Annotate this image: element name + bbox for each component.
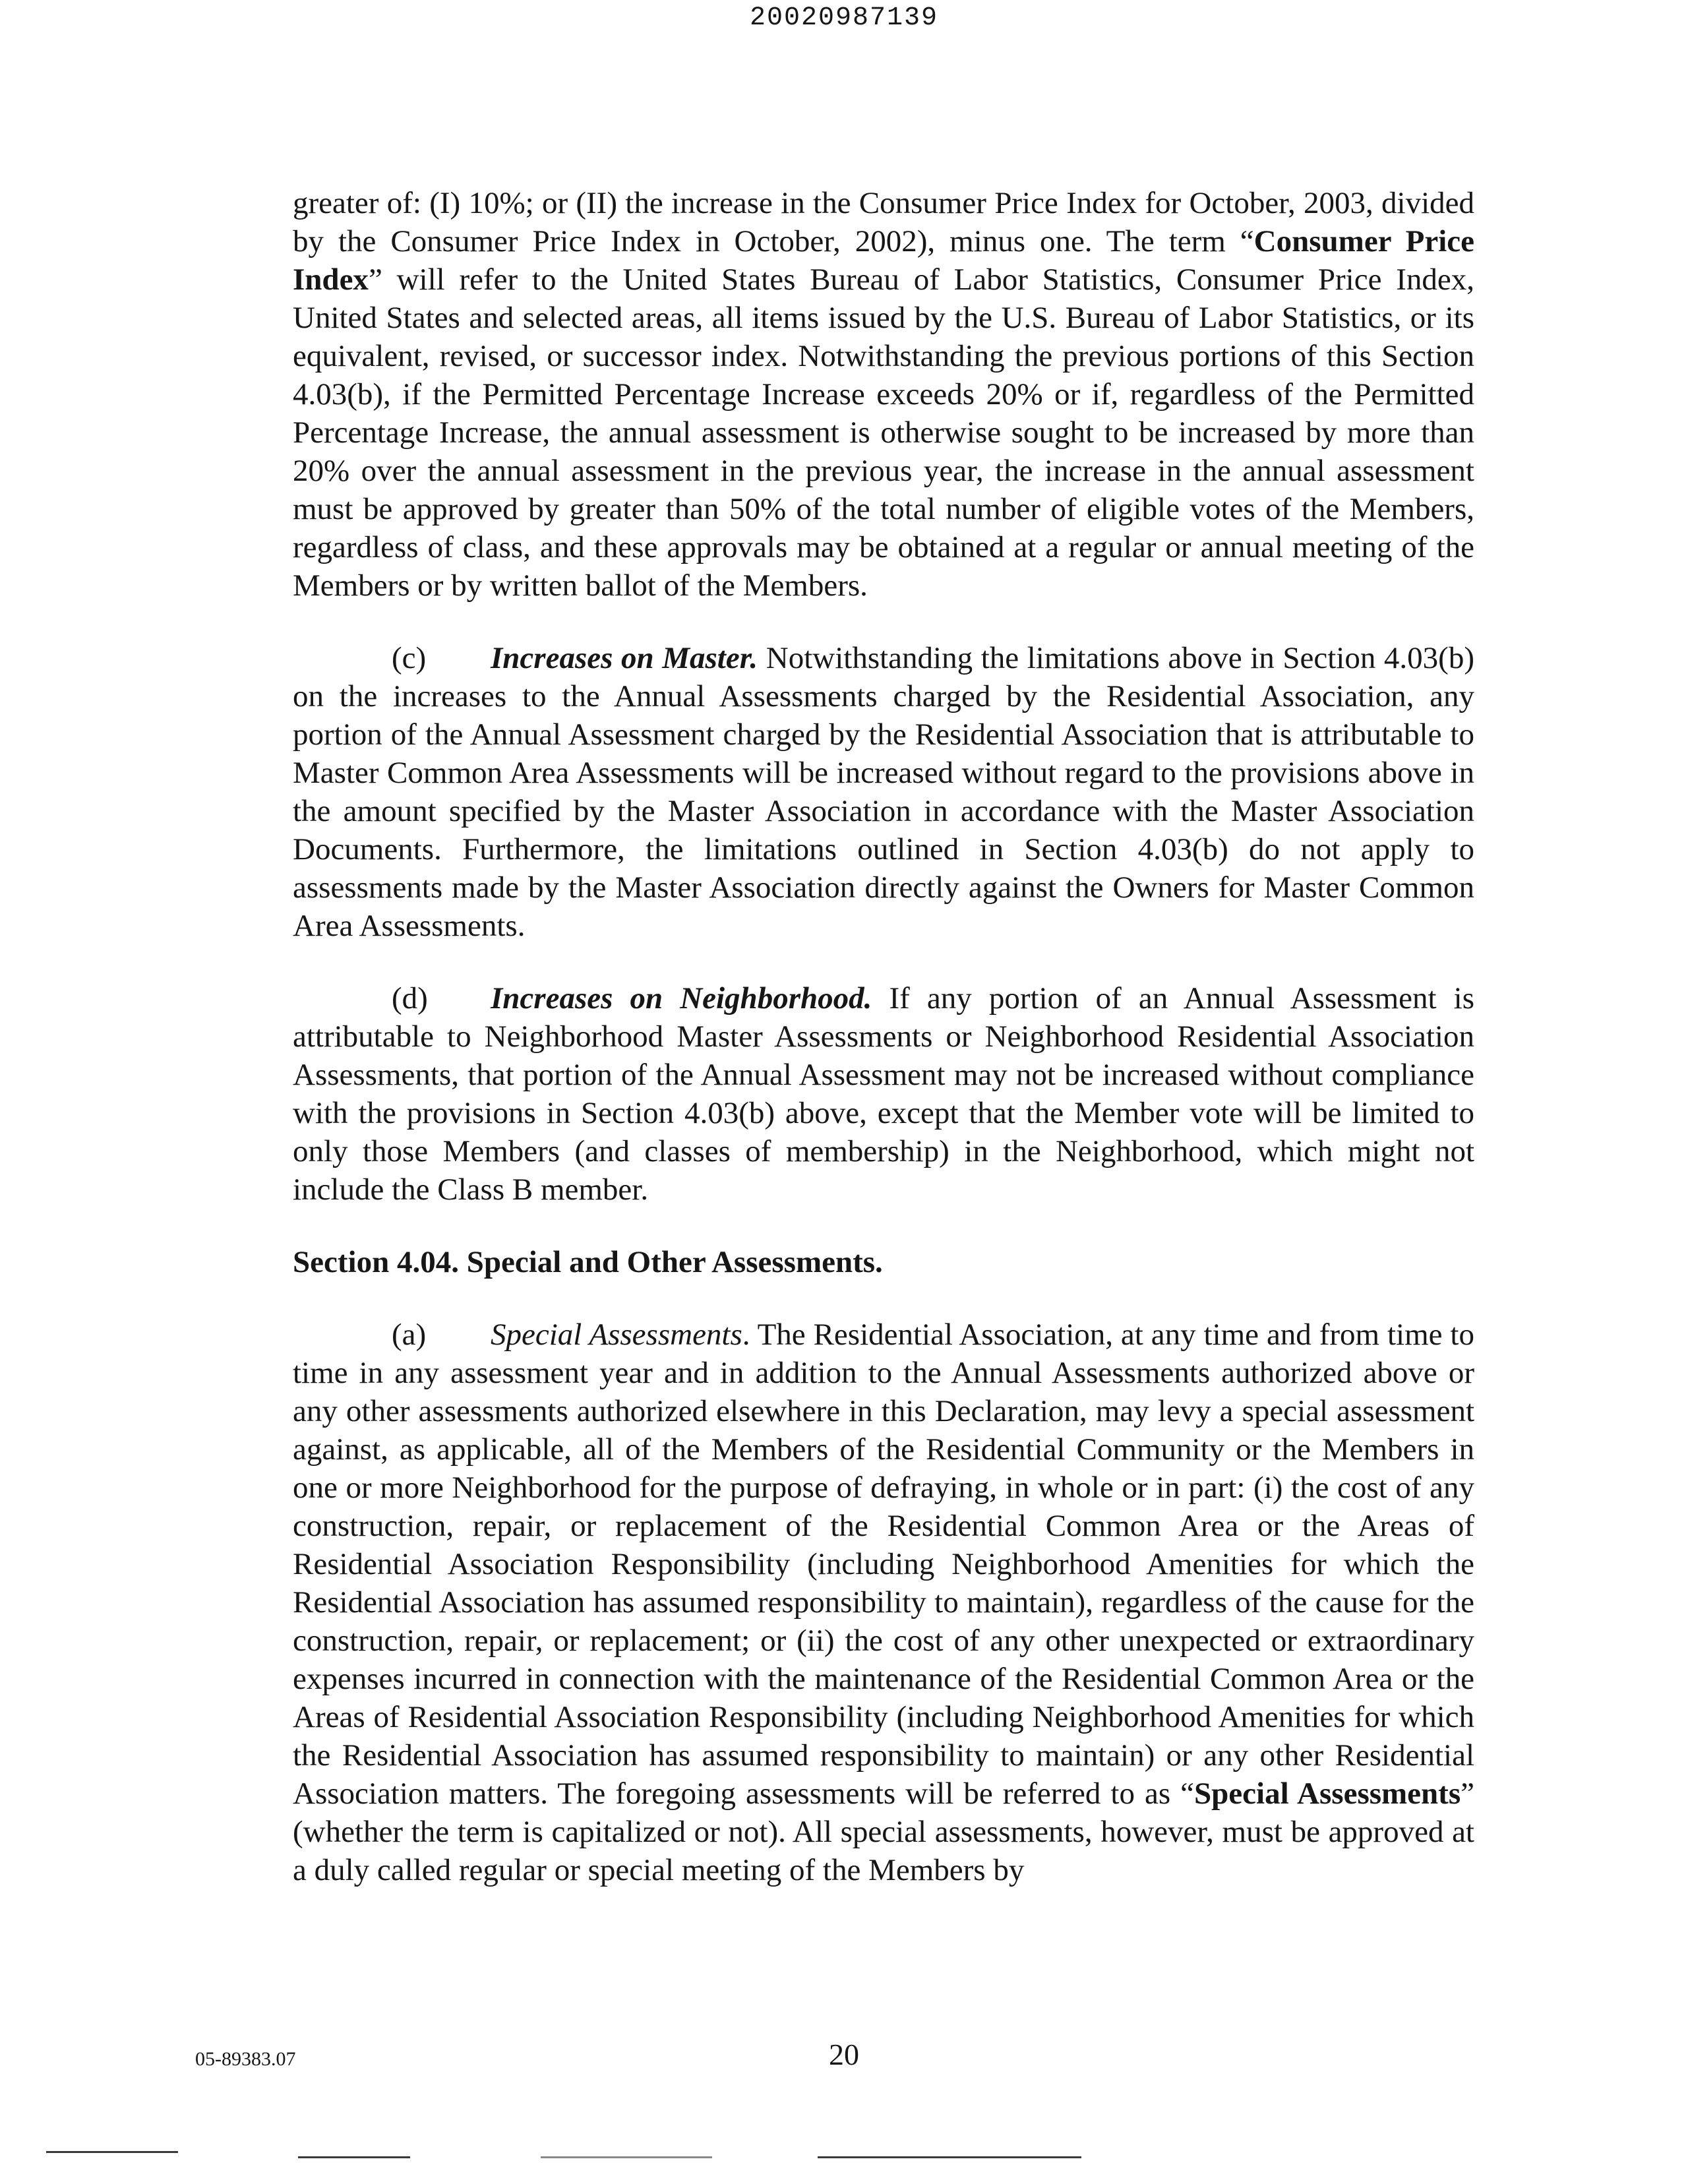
defined-term-consumer-price-index: Consumer Price Index <box>293 224 1475 297</box>
subsection-title-special-assessments: Special Assessments <box>491 1318 742 1352</box>
defined-term-special-assessments: Special Assessments <box>1194 1776 1461 1811</box>
subsection-letter-c: (c) <box>392 641 427 675</box>
subsection-title-increases-on-master: Increases on Master. <box>491 641 758 675</box>
scan-artifact-line <box>46 2151 178 2153</box>
paragraph-increases-on-master <box>293 639 1474 945</box>
paragraph-text: greater of: (I) 10%; or (II) the increase in the Consumer Price Index for October, 2003, divided by the Consumer Price Index in October, 2002), minus one. The term “ <box>293 186 1474 258</box>
paragraph-text: ” (whether the term is capitalized or not). All special assessments, however, must be approved at a duly called regular or special meeting of the Members by <box>293 1776 1474 1887</box>
paragraph-special-assessments <box>293 1316 1474 1889</box>
scan-artifact-line <box>541 2156 712 2158</box>
paragraph-increases-on-neighborhood <box>293 979 1474 1209</box>
document-body <box>293 184 1474 1924</box>
paragraph-text: . The Residential Association, at any time and from time to time in any assessment year and in addition to the Annual Assessments authorized above or any other assessments authorized elsewhere in this Declaration, may levy a special assessment against, as applicable, all of the Members of the Residential Community or the Members in one or more Neighborhood for the purpose of defraying, in whole or in part: (i) the cost of any construction, repair, or replacement of the Residential Common Area or the Areas of Residential Association Responsibility (including Neighborhood Amenities for which the Residential Association has assumed responsibility to maintain), regardless of the cause for the construction, repair, or replacement; or (ii) the cost of any other unexpected or extraordinary expenses incurred in connection with the maintenance of the Residential Common Area or the Areas of Residential Association Responsibility (including Neighborhood Amenities for which the Residential Association has assumed responsibility to maintain) or any other Residential Association matters. The foregoing assessments will be referred to as “ <box>293 1318 1474 1811</box>
scan-artifact-line <box>298 2156 410 2158</box>
scan-artifact-line <box>818 2156 1081 2158</box>
subsection-letter-a: (a) <box>392 1318 427 1352</box>
paragraph-text: Notwithstanding the limitations above in Section 4.03(b) on the increases to the Annual Assessments charged by the Residential Association, any portion of the Annual Assessment charged by the Residential Association that is attributable to Master Common Area Assessments will be increased without regard to the provisions above in the amount specified by the Master Association in accordance with the Master Association Documents. Furthermore, the limitations outlined in Section 4.03(b) do not apply to assessments made by the Master Association directly against the Owners for Master Common Area Assessments. <box>293 641 1474 943</box>
page-number: 20 <box>829 2038 859 2071</box>
subsection-title-increases-on-neighborhood: Increases on Neighborhood. <box>491 981 872 1016</box>
paragraph-text: ” will refer to the United States Bureau of Labor Statistics, Consumer Price Index, United States and selected areas, all items issued by the U.S. Bureau of Labor Statistics, or its equivalent, revised, or successor index. Notwithstanding the previous portions of this Section 4.03(b), if the Permitted Percentage Increase exceeds 20% or if, regardless of the Permitted Percentage Increase, the annual assessment is otherwise sought to be increased by more than 20% over the annual assessment in the previous year, the increase in the annual assessment must be approved by greater than 50% of the total number of eligible votes of the Members, regardless of class, and these approvals may be obtained at a regular or annual meeting of the Members or by written ballot of the Members. <box>293 262 1474 603</box>
subsection-letter-d: (d) <box>392 981 428 1016</box>
footer-document-code: 05-89383.07 <box>195 2048 296 2070</box>
paragraph-text: If any portion of an Annual Assessment is attributable to Neighborhood Master Assessments or Neighborhood Residential Association Assessments, that portion of the Annual Assessment may not be increased without compliance with the provisions in Section 4.03(b) above, except that the Member vote will be limited to only those Members (and classes of membership) in the Neighborhood, which might not include the Class B member. <box>293 981 1474 1207</box>
paragraph-consumer-price-index <box>293 184 1474 605</box>
section-heading-4-04: Section 4.04. Special and Other Assessments. <box>293 1245 883 1279</box>
document-id: 20020987139 <box>749 3 939 33</box>
